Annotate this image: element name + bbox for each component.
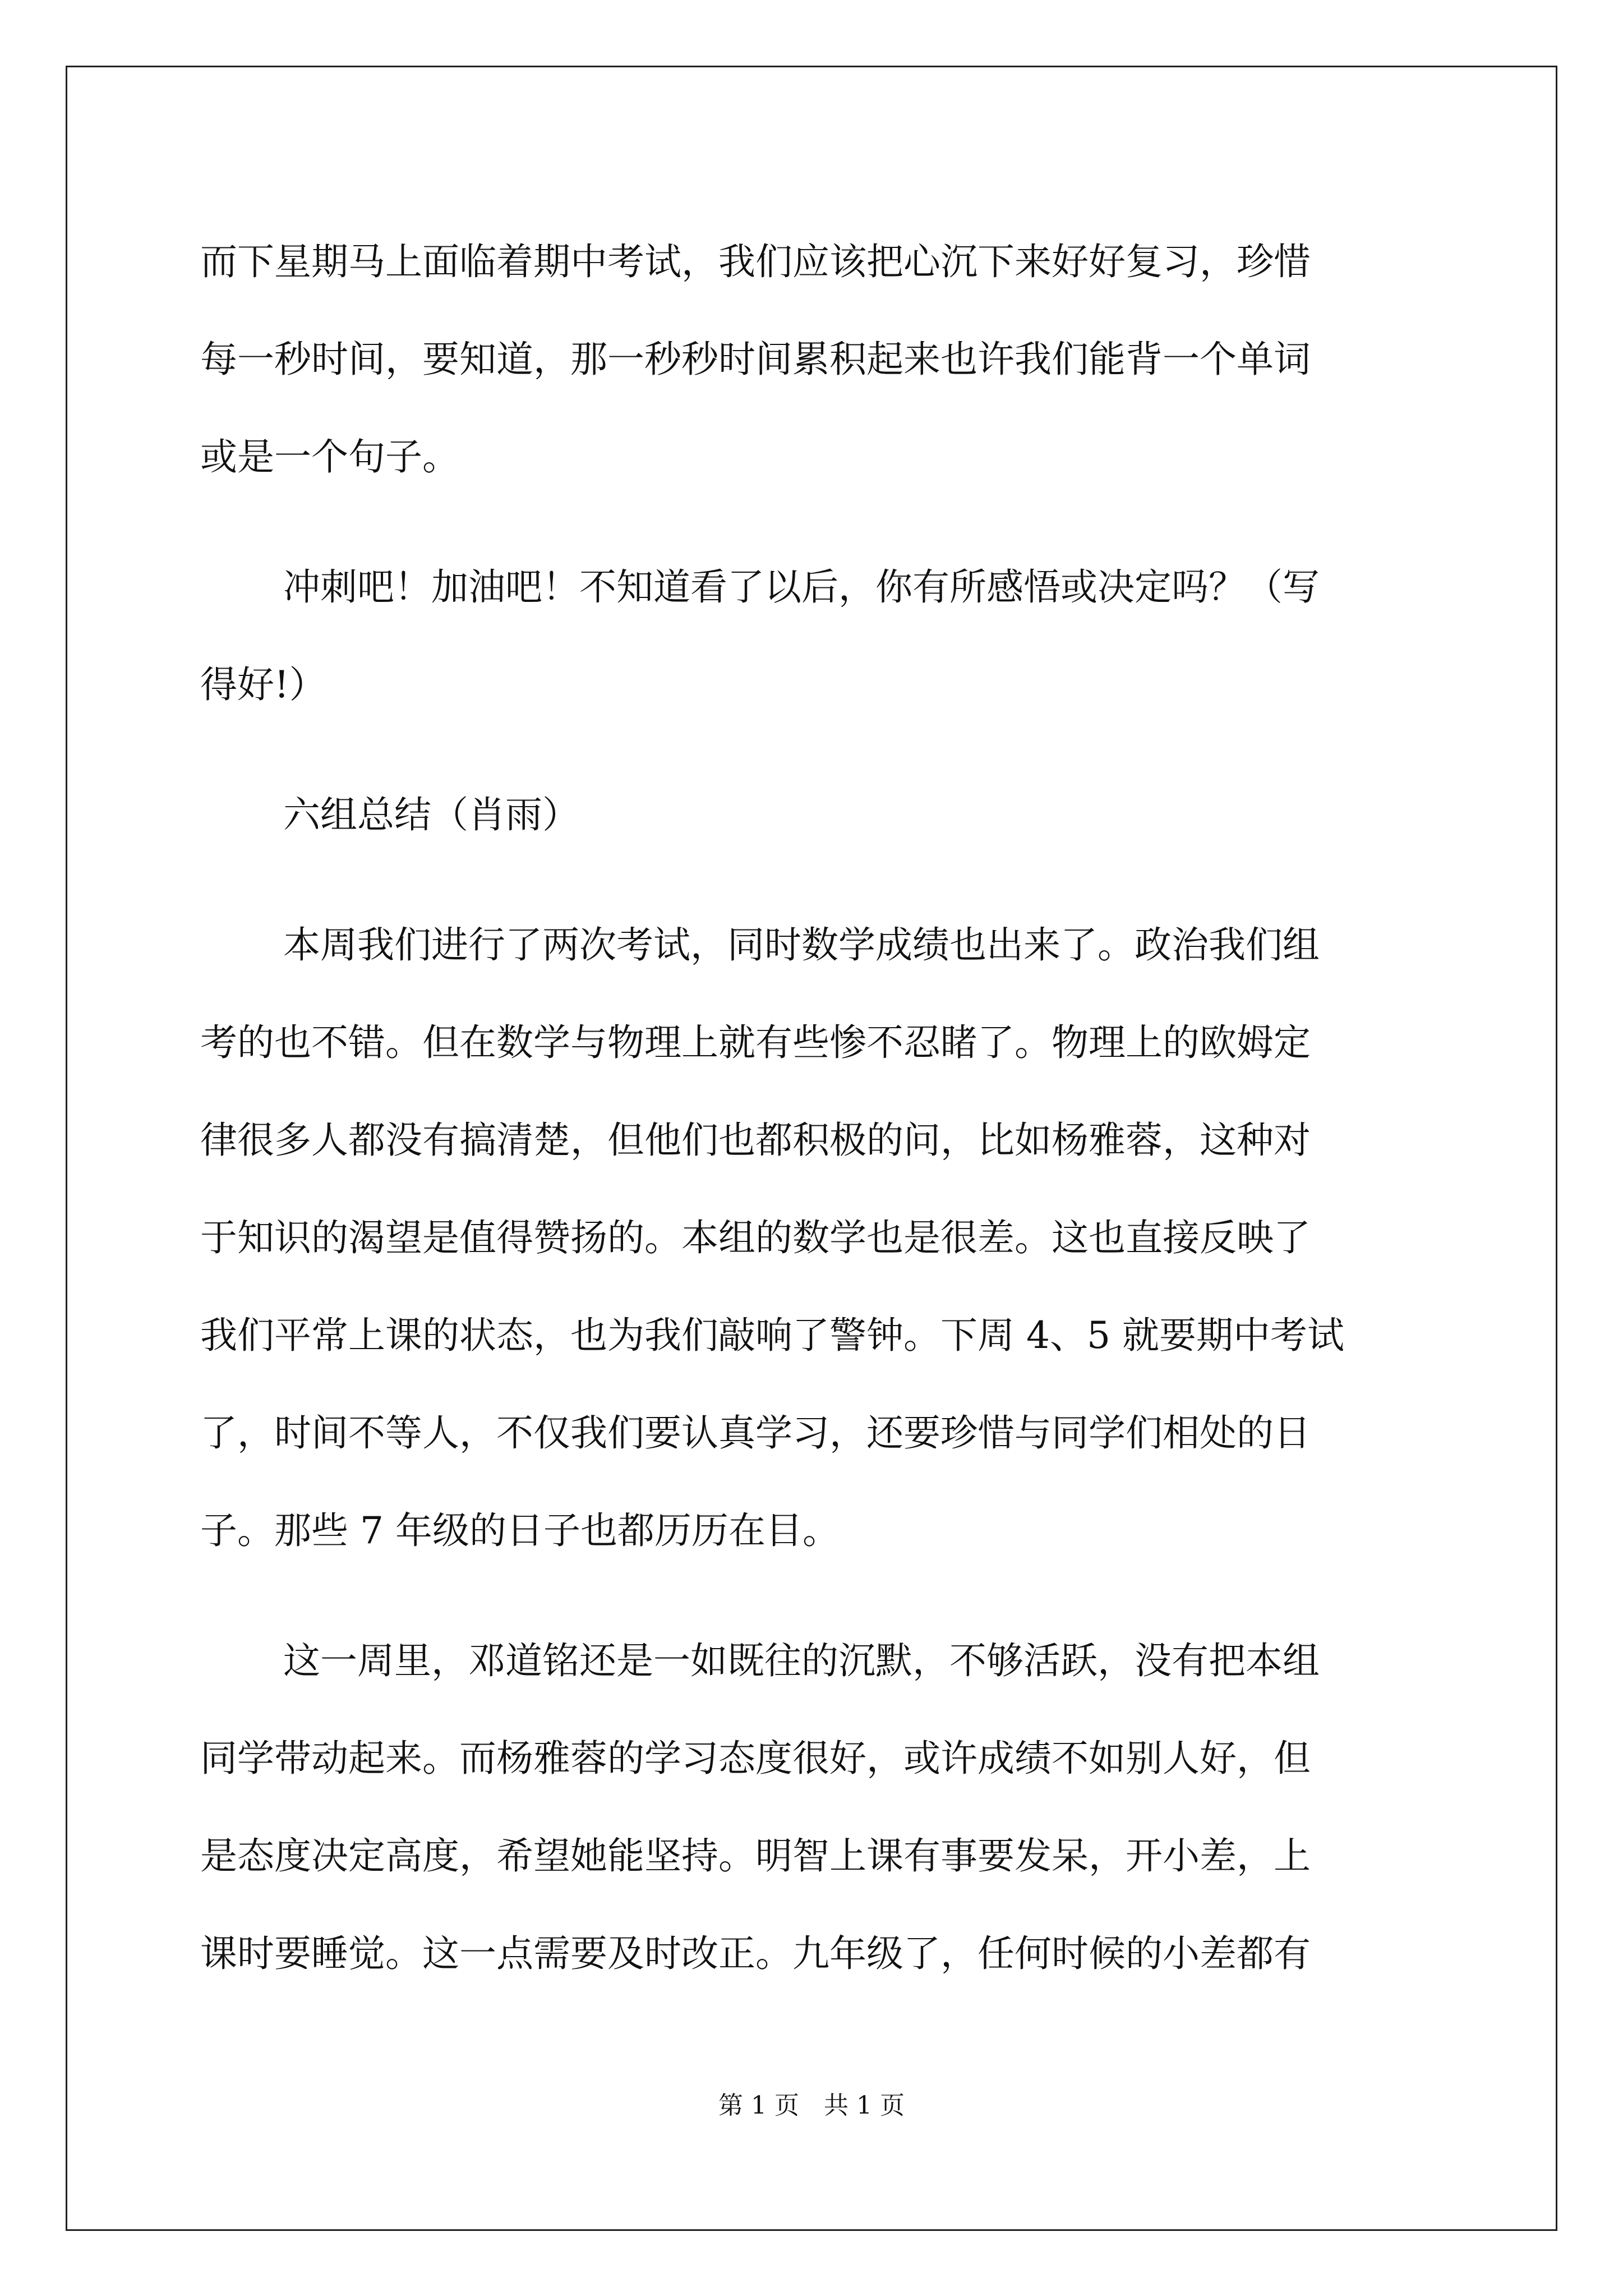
text-line: 六组总结（肖雨） [283,793,579,836]
document-body [200,213,1428,2035]
text-line: 了，时间不等人，不仅我们要认真学习，还要珍惜与同学们相处的日 [200,1411,1311,1455]
text-line: 子。那些 7 年级的日子也都历历在目。 [200,1509,840,1552]
paragraph-1 [200,213,1428,506]
paragraph-2 [200,539,1428,734]
section-heading [200,766,1428,864]
page-footer: 第 1 页 共 1 页 [718,2091,905,2120]
text-line: 是态度决定高度，希望她能坚持。明智上课有事要发呆，开小差，上 [200,1834,1311,1878]
paragraph-4 [200,896,1428,1580]
text-line: 这一周里，邓道铭还是一如既往的沉默，不够活跃，没有把本组 [283,1639,1320,1682]
text-line: 冲刺吧！加油吧！不知道看了以后，你有所感悟或决定吗？（写 [283,565,1320,609]
text-line: 于知识的渴望是值得赞扬的。本组的数学也是很差。这也直接反映了 [200,1216,1311,1259]
text-line: 我们平常上课的状态，也为我们敲响了警钟。下周 4、5 就要期中考试 [200,1314,1344,1357]
text-line: 或是一个句子。 [200,435,459,478]
text-line: 课时要睡觉。这一点需要及时改正。九年级了，任何时候的小差都有 [200,1932,1311,1975]
text-line: 每一秒时间，要知道，那一秒秒时间累积起来也许我们能背一个单词 [200,338,1311,381]
text-line: 考的也不错。但在数学与物理上就有些惨不忍睹了。物理上的欧姆定 [200,1021,1311,1064]
text-line: 同学带动起来。而杨雅蓉的学习态度很好，或许成绩不如别人好，但 [200,1737,1311,1780]
text-line: 得好!） [200,663,326,706]
text-line: 律很多人都没有搞清楚，但他们也都积极的问，比如杨雅蓉，这种对 [200,1119,1311,1162]
text-line: 本周我们进行了两次考试，同时数学成绩也出来了。政治我们组 [283,923,1320,967]
text-line: 而下星期马上面临着期中考试，我们应该把心沉下来好好复习，珍惜 [200,240,1311,283]
paragraph-5 [200,1612,1428,2003]
